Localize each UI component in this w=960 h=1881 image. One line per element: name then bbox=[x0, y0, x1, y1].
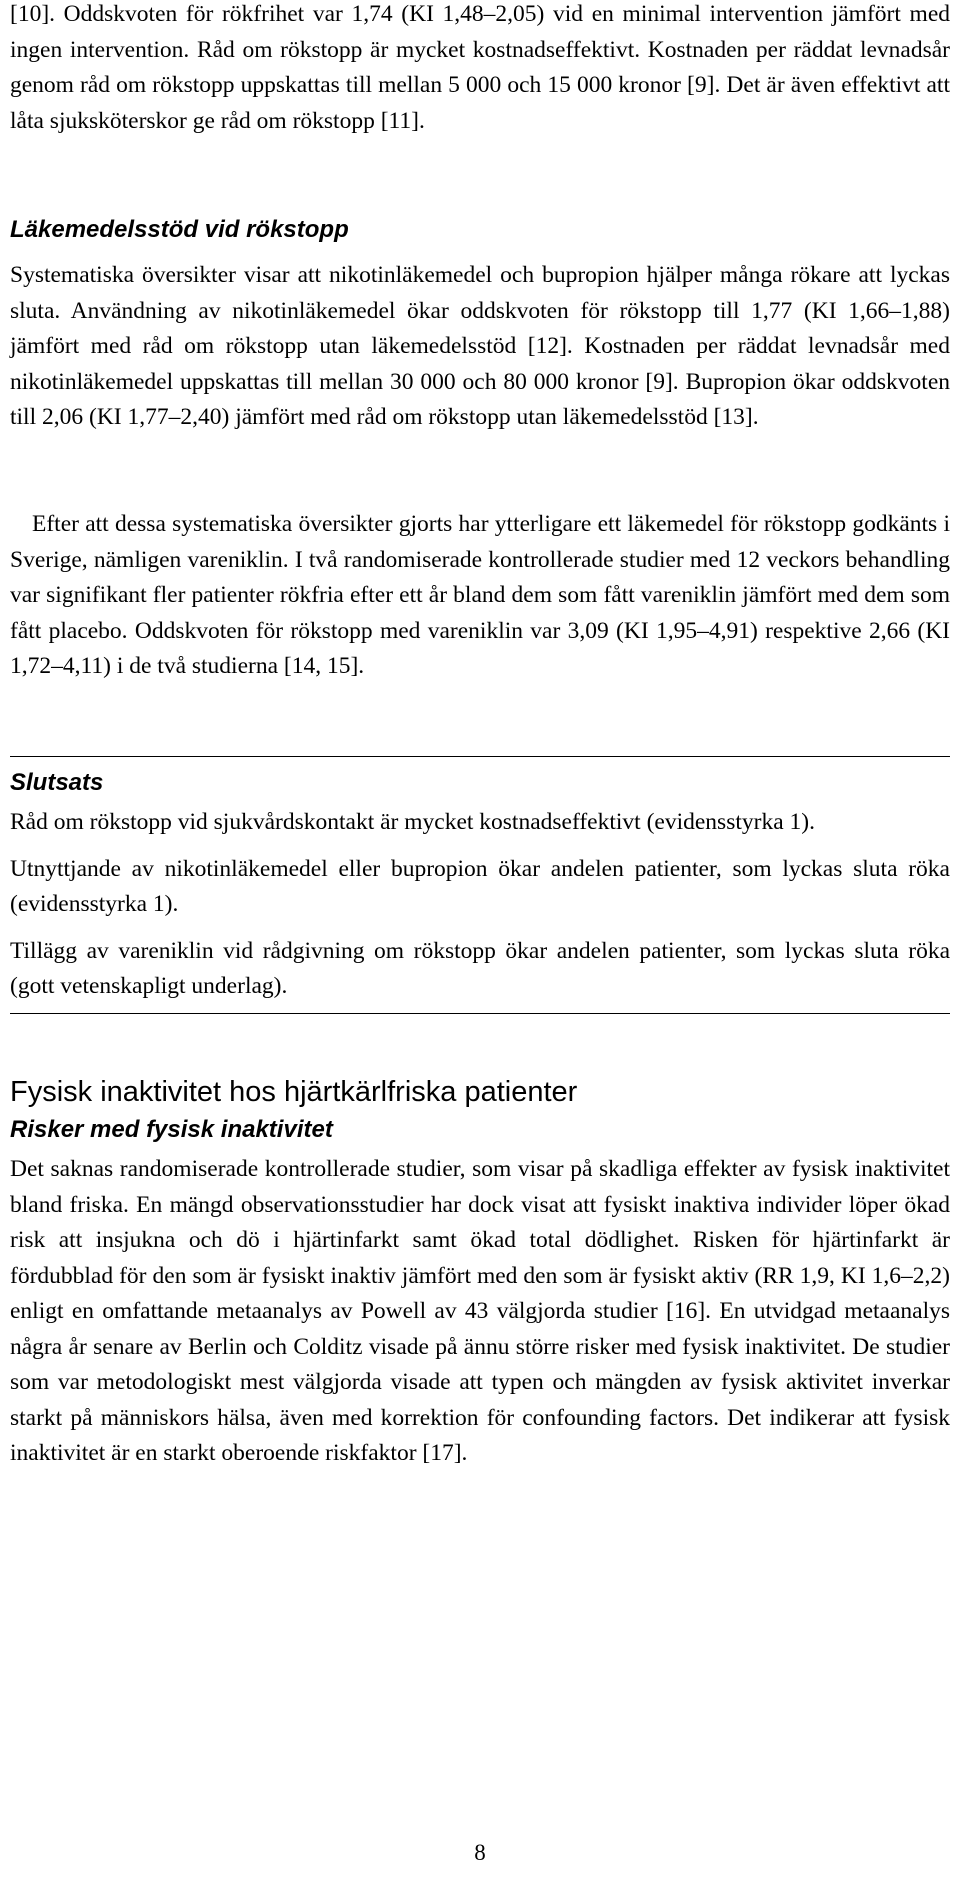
conclusion-item: Råd om rökstopp vid sjukvårdskontakt är mycket kostnadseffektivt (evidensstyrka 1). bbox=[10, 809, 815, 835]
conclusion-item: Tillägg av vareniklin vid rådgivning om rökstopp ökar andelen patienter, som lyckas sluta röka (gott vetenskapligt underlag). bbox=[10, 937, 950, 999]
page-number: 8 bbox=[474, 1840, 486, 1865]
lakemedelsstod-paragraph-2: Efter att dessa systematiska översikter gjorts har ytterligare ett läkemedel för rökstopp godkänts i Sverige, nämligen vareniklin. I två randomiserade kontrollerade studier med 12 veckors behandling var signifikant fler patienter rökfria efter ett år bland dem som fått vareniklin jämfört med dem som fått placebo. Oddskvoten för rökstopp med vareniklin var 3,09 (KI 1,95–4,91) respektive 2,66 (KI 1,72–4,11) i de två studierna [14, 15]. bbox=[10, 511, 950, 679]
intro-paragraph: [10]. Oddskvoten för rökfrihet var 1,74 (KI 1,48–2,05) vid en minimal intervention jämfört med ingen intervention. Råd om rökstopp är mycket kostnadseffektivt. Kostnaden per räddat levnadsår genom råd om rökstopp uppskattas till mellan 5 000 och 15 000 kronor [9]. Det är även effektivt att låta sjuksköterskor ge råd om rökstopp [11]. bbox=[10, 1, 950, 134]
lakemedelsstod-paragraph-1: Systematiska översikter visar att nikotinläkemedel och bupropion hjälper många rökare att lyckas sluta. Användning av nikotinläkemedel ökar oddskvoten för rökstopp till 1,77 (KI 1,66–1,88) jämfört med råd om rökstopp utan läkemedelsstöd [12]. Kostnaden per räddat levnadsår med nikotinläkemedel uppskattas till mellan 30 000 och 80 000 kronor [9]. Bupropion ökar oddskvoten till 2,06 (KI 1,77–2,40) jämfört med råd om rökstopp utan läkemedelsstöd [13]. bbox=[10, 262, 950, 430]
conclusion-box bbox=[10, 756, 950, 1014]
subsection-heading-risker: Risker med fysisk inaktivitet bbox=[10, 1116, 333, 1143]
fysisk-inaktivitet-paragraph: Det saknas randomiserade kontrollerade studier, som visar på skadliga effekter av fysisk inaktivitet bland friska. En mängd observationsstudier har dock visat att fysiskt inaktiva individer löper ökad risk att insjukna och dö i hjärtinfarkt samt ökad total dödlighet. Risken för hjärtinfarkt är fördubblad för den som är fysiskt inaktiv jämfört med den som är fysiskt aktiv (RR 1,9, KI 1,6–2,2) enligt en omfattande metaanalys av Powell av 43 välgjorda studier [16]. En utvidgad metaanalys några år senare av Berlin och Colditz visade på ännu större risker med fysisk inaktivitet. De studier som var metodologiskt mest välgjorda visade att typen och mängden av fysisk aktivitet inverkar starkt på människors hälsa, även med korrektion för confounding factors. Det indikerar att fysisk inaktivitet är en starkt oberoende riskfaktor [17]. bbox=[10, 1156, 950, 1466]
conclusion-item: Utnyttjande av nikotinläkemedel eller bupropion ökar andelen patienter, som lyckas sluta röka (evidensstyrka 1). bbox=[10, 855, 950, 917]
section-heading-fysisk-inaktivitet: Fysisk inaktivitet hos hjärtkärlfriska patienter bbox=[10, 1076, 578, 1108]
conclusion-heading: Slutsats bbox=[10, 769, 104, 796]
section-heading-lakemedelsstod: Läkemedelsstöd vid rökstopp bbox=[10, 216, 349, 243]
